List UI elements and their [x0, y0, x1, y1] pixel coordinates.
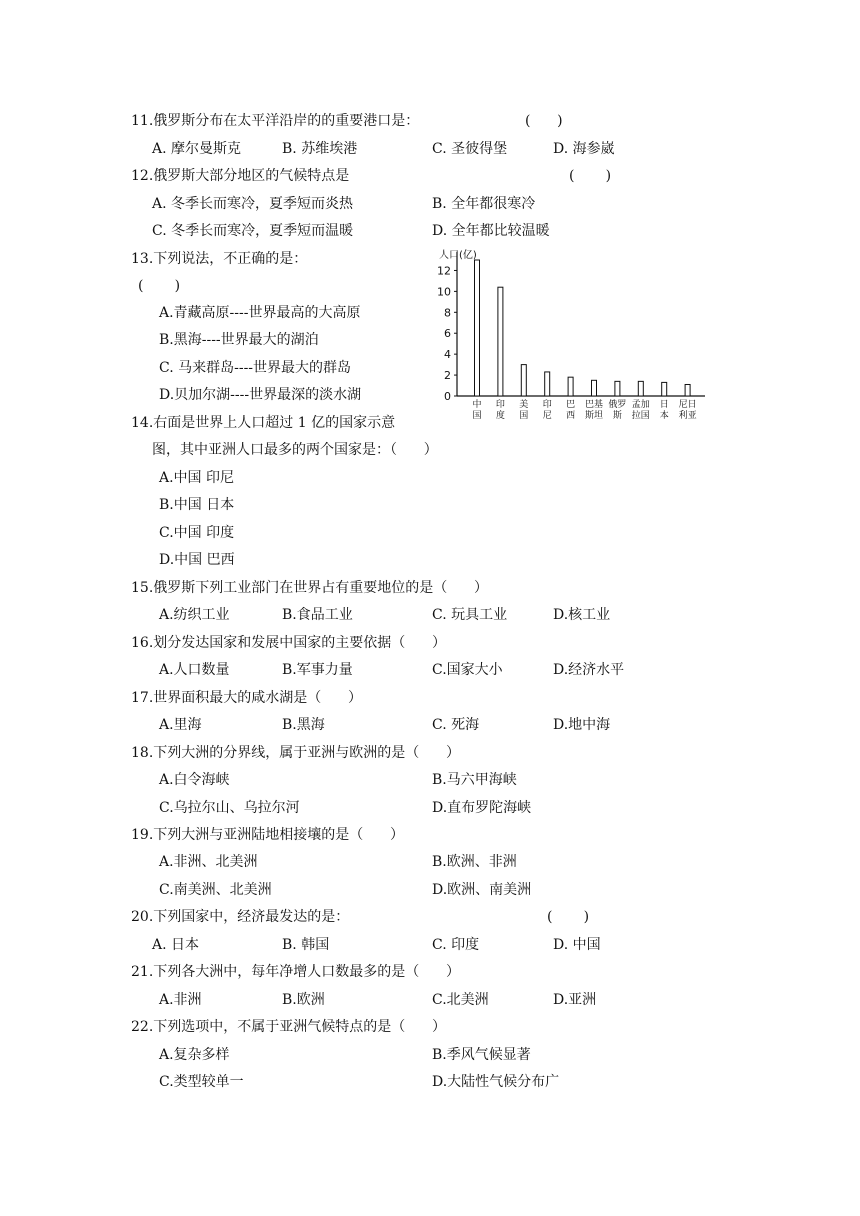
chart-y-tick-label: 6 — [444, 327, 451, 341]
q13-stem: 13.下列说法，不正确的是： — [131, 251, 308, 267]
chart-category-label: 中 — [472, 400, 482, 410]
q11-option-a: A. 摩尔曼斯克 — [152, 141, 242, 157]
q22-option-a: A.复杂多样 — [159, 1047, 230, 1063]
chart-bar-4 — [545, 372, 550, 396]
q14-stem-line1: 14.右面是世界上人口超过 1 亿的国家示意 — [131, 415, 396, 431]
q13-option-b: B.黑海----世界最大的湖泊 — [159, 332, 319, 348]
q21-option-b: B.欧洲 — [282, 992, 325, 1008]
q15-option-a: A.纺织工业 — [159, 607, 230, 623]
chart-y-axis-label: 人口(亿) — [439, 250, 477, 261]
q14-option-b: B.中国 日本 — [159, 497, 235, 513]
q12-option-c: C. 冬季长而寒冷，夏季短而温暖 — [152, 223, 354, 239]
chart-bar-8 — [638, 381, 643, 396]
chart-y-tick-label: 10 — [437, 285, 451, 299]
q12-option-d: D. 全年都比较温暖 — [432, 223, 550, 239]
q19-option-d: D.欧洲、南美洲 — [432, 882, 532, 898]
q18-option-a: A.白令海峡 — [159, 772, 230, 788]
q11-option-d: D. 海参崴 — [553, 141, 615, 157]
chart-y-tick-label: 12 — [437, 264, 451, 278]
chart-y-tick-label: 8 — [444, 306, 451, 320]
q20-option-a: A. 日本 — [152, 937, 200, 953]
q11-stem: 11.俄罗斯分布在太平洋沿岸的的重要港口是： — [131, 113, 420, 129]
q12-stem: 12.俄罗斯大部分地区的气候特点是 — [131, 168, 350, 184]
chart-category-label: 国 — [472, 411, 482, 421]
q17-stem: 17.世界面积最大的咸水湖是（ ） — [131, 690, 362, 706]
chart-category-label: 国 — [519, 411, 529, 421]
q12-answer-paren: ( ) — [569, 168, 612, 184]
chart-bar-9 — [662, 382, 667, 396]
chart-y-tick-label: 4 — [444, 348, 451, 362]
chart-bar-1 — [475, 260, 480, 396]
chart-category-label: 拉国 — [631, 411, 650, 421]
chart-category-label: 巴基 — [584, 400, 604, 410]
chart-category-label: 印 — [542, 400, 552, 410]
chart-category-label: 西 — [566, 411, 576, 421]
q22-option-c: C.类型较单一 — [159, 1074, 244, 1090]
q21-option-d: D.亚洲 — [553, 992, 597, 1008]
q14-option-d: D.中国 巴西 — [159, 552, 235, 568]
q17-option-b: B.黑海 — [282, 717, 325, 733]
chart-category-label: 度 — [495, 411, 505, 421]
q18-option-d: D.直布罗陀海峡 — [432, 800, 532, 816]
q15-stem: 15.俄罗斯下列工业部门在世界占有重要地位的是（ ） — [131, 580, 488, 596]
chart-category-label: 巴 — [566, 400, 576, 410]
chart-bar-3 — [521, 365, 526, 396]
chart-category-label: 斯 — [612, 411, 622, 421]
q20-option-b: B. 韩国 — [282, 937, 330, 953]
q19-stem: 19.下列大洲与亚洲陆地相接壤的是（ ） — [131, 827, 404, 843]
q21-option-c: C.北美洲 — [432, 992, 489, 1008]
q16-option-c: C.国家大小 — [432, 662, 503, 678]
q11-option-b: B. 苏维埃港 — [282, 141, 358, 157]
q11-answer-paren: ( ) — [525, 113, 563, 129]
q17-option-c: C. 死海 — [432, 717, 480, 733]
chart-bar-5 — [568, 377, 573, 396]
chart-category-label: 本 — [659, 411, 669, 421]
q12-option-a: A. 冬季长而寒冷，夏季短而炎热 — [152, 196, 354, 212]
q17-option-d: D.地中海 — [553, 717, 611, 733]
q18-option-b: B.马六甲海峡 — [432, 772, 517, 788]
chart-category-label: 尼日 — [678, 400, 697, 410]
q22-stem: 22.下列选项中，不属于亚洲气候特点的是（ ） — [131, 1019, 446, 1035]
q16-stem: 16.划分发达国家和发展中国家的主要依据（ ） — [131, 635, 446, 651]
q15-option-c: C. 玩具工业 — [432, 607, 508, 623]
q20-option-c: C. 印度 — [432, 937, 480, 953]
q17-option-a: A.里海 — [159, 717, 202, 733]
q21-stem: 21.下列各大洲中，每年净增人口数最多的是（ ） — [131, 964, 460, 980]
chart-category-label: 日 — [659, 400, 669, 410]
q16-option-d: D.经济水平 — [553, 662, 625, 678]
q19-option-b: B.欧洲、非洲 — [432, 854, 517, 870]
q15-option-d: D.核工业 — [553, 607, 611, 623]
population-bar-chart — [437, 244, 709, 427]
chart-bar-2 — [498, 287, 503, 396]
chart-category-label: 美 — [519, 400, 529, 410]
q22-option-b: B.季风气候显著 — [432, 1047, 531, 1063]
q13-answer-paren: ( ) — [138, 278, 181, 294]
q12-option-b: B. 全年都很寒冷 — [432, 196, 536, 212]
chart-y-tick-label: 2 — [444, 369, 451, 383]
q19-option-a: A.非洲、北美洲 — [159, 854, 258, 870]
q20-stem: 20.下列国家中，经济最发达的是： — [131, 909, 350, 925]
q16-option-a: A.人口数量 — [159, 662, 230, 678]
q14-option-a: A.中国 印尼 — [159, 470, 235, 486]
q21-option-a: A.非洲 — [159, 992, 202, 1008]
q13-option-a: A.青藏高原----世界最高的大高原 — [159, 305, 361, 321]
chart-bar-6 — [592, 380, 597, 396]
q20-answer-paren: ( ) — [547, 909, 590, 925]
q18-stem: 18.下列大洲的分界线，属于亚洲与欧洲的是（ ） — [131, 745, 460, 761]
chart-bar-7 — [615, 381, 620, 396]
q14-stem-line2: 图，其中亚洲人口最多的两个国家是：（ ） — [152, 442, 438, 458]
chart-category-label: 尼 — [542, 411, 552, 421]
chart-category-label: 印 — [495, 400, 505, 410]
q22-option-d: D.大陆性气候分布广 — [432, 1074, 560, 1090]
q13-option-c: C. 马来群岛----世界最大的群岛 — [159, 360, 352, 376]
q14-option-c: C.中国 印度 — [159, 525, 235, 541]
chart-category-label: 利亚 — [678, 411, 697, 421]
chart-y-tick-label: 0 — [444, 390, 451, 403]
q11-option-c: C. 圣彼得堡 — [432, 141, 508, 157]
q20-option-d: D. 中国 — [553, 937, 601, 953]
chart-category-label: 俄罗 — [608, 400, 627, 410]
q18-option-c: C.乌拉尔山、乌拉尔河 — [159, 800, 300, 816]
q15-option-b: B.食品工业 — [282, 607, 353, 623]
chart-category-label: 孟加 — [631, 400, 650, 410]
q13-option-d: D.贝加尔湖----世界最深的淡水湖 — [159, 387, 362, 403]
chart-bar-10 — [685, 384, 690, 396]
q16-option-b: B.军事力量 — [282, 662, 353, 678]
chart-category-label: 斯坦 — [584, 411, 604, 421]
q19-option-c: C.南美洲、北美洲 — [159, 882, 272, 898]
